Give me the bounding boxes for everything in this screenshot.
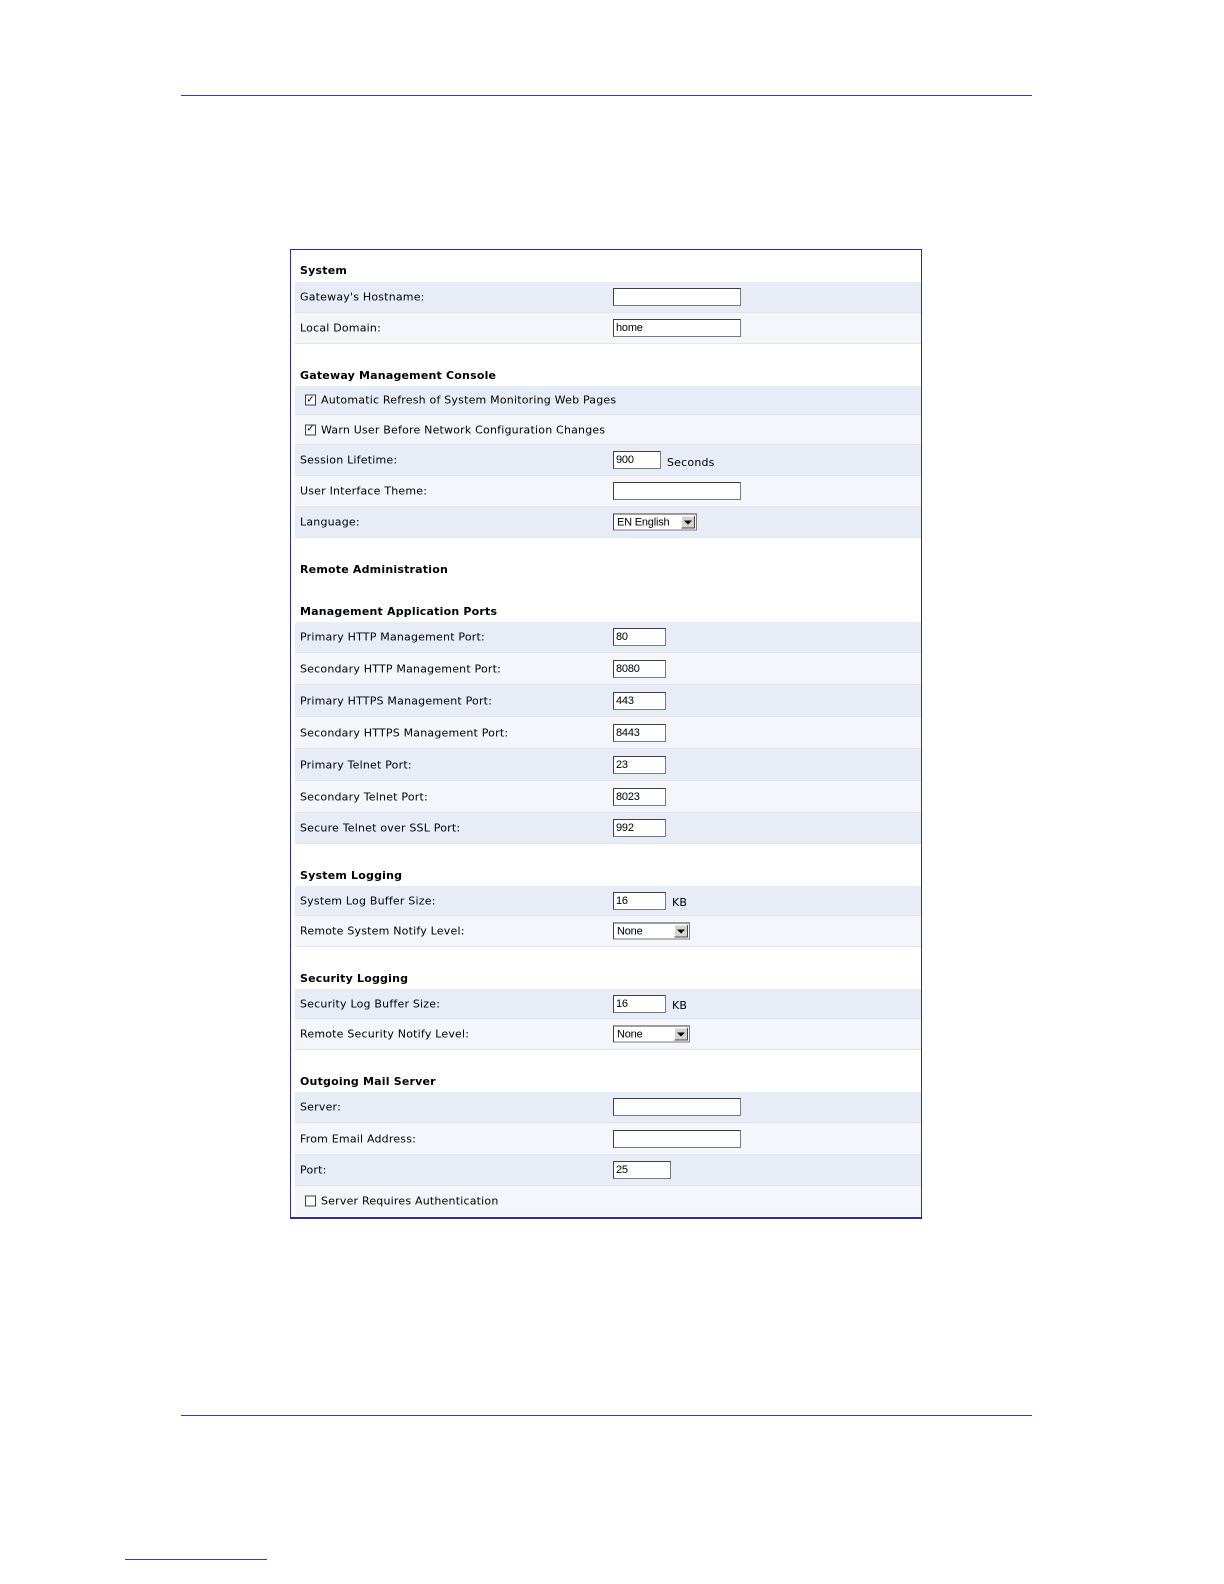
port-input-secondary-http[interactable]	[613, 660, 666, 678]
system-log-buffer-label: System Log Buffer Size:	[300, 894, 436, 907]
port-input-primary-http[interactable]	[613, 628, 666, 646]
mail-port-input[interactable]	[613, 1161, 671, 1179]
footer-rule	[181, 1415, 1032, 1416]
ui-theme-row	[295, 476, 921, 507]
system-notify-value: None	[617, 925, 643, 937]
port-label: Secure Telnet over SSL Port:	[300, 821, 461, 835]
port-row-primary-http	[295, 622, 921, 653]
local-domain-label: Local Domain:	[300, 321, 381, 335]
port-row-secondary-https	[295, 717, 921, 749]
auto-refresh-checkbox[interactable]: ✓	[306, 394, 315, 405]
port-row-secure-telnet	[295, 813, 921, 844]
port-label: Secondary HTTP Management Port:	[300, 662, 502, 675]
section-title-system: System	[300, 264, 348, 277]
system-log-buffer-row	[295, 886, 921, 916]
local-domain-row	[295, 313, 921, 344]
section-title-system-logging: System Logging	[300, 869, 403, 882]
from-email-label: From Email Address:	[300, 1132, 417, 1145]
port-row-primary-https	[295, 685, 921, 717]
mail-port-row	[295, 1155, 921, 1186]
hostname-input[interactable]	[613, 288, 741, 306]
language-value: EN English	[617, 516, 670, 528]
auto-refresh-row	[295, 386, 921, 415]
warn-user-checkbox[interactable]: ✓	[306, 423, 315, 435]
mail-server-row	[295, 1092, 921, 1123]
port-label: Primary Telnet Port:	[300, 758, 412, 771]
port-row-secondary-http	[295, 653, 921, 685]
security-notify-value: None	[617, 1028, 643, 1040]
chevron-down-icon[interactable]	[674, 1028, 688, 1041]
system-log-buffer-unit: KB	[672, 896, 688, 909]
section-title-console: Gateway Management Console	[300, 369, 497, 382]
auth-label: Server Requires Authentication	[321, 1194, 499, 1208]
language-row	[295, 507, 921, 538]
session-lifetime-input[interactable]	[613, 451, 661, 469]
port-row-primary-telnet	[295, 749, 921, 781]
auth-checkbox[interactable]	[305, 1196, 316, 1207]
warn-user-label: Warn User Before Network Configuration Changes	[321, 423, 606, 436]
security-log-buffer-input[interactable]	[613, 995, 666, 1013]
mail-port-label: Port:	[300, 1163, 327, 1177]
hostname-row	[295, 282, 921, 313]
port-label: Secondary HTTPS Management Port:	[300, 726, 509, 739]
hostname-label: Gateway's Hostname:	[300, 290, 425, 304]
security-log-buffer-row	[295, 989, 921, 1019]
port-input-secondary-https[interactable]	[613, 724, 666, 742]
mail-server-input[interactable]	[613, 1098, 741, 1116]
system-notify-row	[295, 916, 921, 947]
local-domain-input[interactable]	[613, 319, 741, 337]
port-label: Primary HTTP Management Port:	[300, 630, 485, 644]
security-notify-select[interactable]	[613, 1026, 690, 1043]
security-log-buffer-unit: KB	[672, 999, 688, 1012]
section-title-ports: Management Application Ports	[300, 605, 498, 618]
security-log-buffer-label: Security Log Buffer Size:	[300, 997, 441, 1010]
language-label: Language:	[300, 515, 360, 529]
ui-theme-label: User Interface Theme:	[300, 484, 428, 498]
section-title-remote-admin: Remote Administration	[300, 563, 448, 576]
system-notify-select[interactable]	[613, 923, 690, 940]
port-input-primary-telnet[interactable]	[613, 756, 666, 774]
from-email-input[interactable]	[613, 1130, 741, 1148]
port-input-secondary-telnet[interactable]	[613, 788, 666, 806]
system-notify-label: Remote System Notify Level:	[300, 924, 465, 938]
session-lifetime-unit: Seconds	[667, 455, 715, 469]
section-title-mail: Outgoing Mail Server	[300, 1075, 436, 1088]
port-input-primary-https[interactable]	[613, 692, 666, 710]
port-label: Primary HTTPS Management Port:	[300, 694, 493, 707]
auth-row	[295, 1186, 921, 1216]
session-lifetime-label: Session Lifetime:	[300, 453, 398, 467]
system-log-buffer-input[interactable]	[613, 892, 666, 910]
system-settings-panel	[290, 249, 922, 1219]
security-notify-row	[295, 1019, 921, 1050]
port-input-secure-telnet[interactable]	[613, 819, 666, 837]
port-label: Secondary Telnet Port:	[300, 790, 428, 803]
chevron-down-icon[interactable]	[674, 925, 688, 938]
warn-user-row	[295, 415, 921, 445]
footnote-rule	[125, 1559, 267, 1560]
mail-server-label: Server:	[300, 1100, 341, 1114]
ui-theme-input[interactable]	[613, 482, 741, 500]
security-notify-label: Remote Security Notify Level:	[300, 1027, 470, 1041]
chevron-down-icon[interactable]	[681, 516, 695, 529]
session-lifetime-row	[295, 445, 921, 476]
language-select[interactable]	[613, 514, 697, 531]
port-row-secondary-telnet	[295, 781, 921, 813]
auto-refresh-label: Automatic Refresh of System Monitoring Web Pages	[321, 393, 617, 407]
from-email-row	[295, 1123, 921, 1155]
section-title-security-logging: Security Logging	[300, 972, 409, 985]
header-rule	[181, 95, 1032, 96]
